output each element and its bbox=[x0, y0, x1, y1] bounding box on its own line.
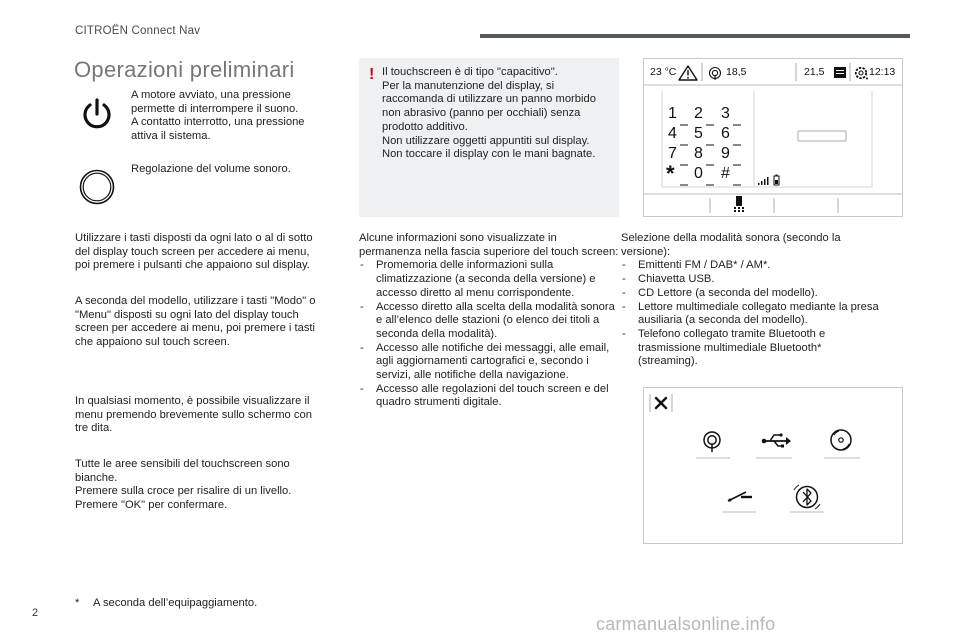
list-item: - Accesso alle regolazioni del touch screen e del quadro strumenti digitale. bbox=[359, 383, 621, 410]
warning-text: Il touchscreen è di tipo "capacitivo". Per la manutenzione del display, si raccomanda di utilizzare un panno morbido non abrasivo (panno per occhiali) senza prodotto additivo. Non utilizzare oggetti appuntiti sul display. Non toccare il display con le mani bagnate. bbox=[382, 66, 596, 161]
header-rule bbox=[480, 34, 910, 38]
list-item: - Accesso diretto alla scelta della modalità sonora e all’elenco delle stazioni (o elenco dei titoli a seconda della modalità). bbox=[359, 301, 621, 342]
power-icon bbox=[80, 97, 114, 131]
right-value-readout: 21,5 bbox=[804, 66, 825, 78]
keypad-key-3[interactable]: 3 bbox=[721, 105, 730, 122]
warning-triangle-icon[interactable] bbox=[679, 66, 697, 80]
number-entry-field[interactable] bbox=[798, 131, 846, 141]
sound-source-screen bbox=[643, 387, 903, 544]
sound-mode-info bbox=[621, 232, 883, 369]
list-item: - Chiavetta USB. bbox=[621, 273, 883, 287]
close-icon[interactable] bbox=[656, 398, 666, 408]
power-description: A motore avviato, una pressione permette di interrompere il suono. A contatto interrotto, una pressione attiva il sistema. bbox=[131, 89, 305, 143]
footnote-marker: * bbox=[75, 597, 80, 609]
col2-list bbox=[359, 259, 621, 410]
footnote bbox=[75, 597, 257, 611]
warning-icon: ! bbox=[369, 66, 375, 83]
clock: 12:13 bbox=[869, 66, 896, 78]
keypad-key-hash[interactable]: # bbox=[721, 165, 730, 182]
keypad-key-2[interactable]: 2 bbox=[694, 105, 703, 122]
keypad-key-4[interactable]: 4 bbox=[668, 125, 677, 142]
message-icon[interactable] bbox=[834, 67, 846, 78]
radio-frequency[interactable]: 18,5 bbox=[726, 66, 747, 78]
list-item: - Promemoria delle informazioni sulla climatizzazione (a seconda della versione) e accesso diretto al menu corrispondente. bbox=[359, 259, 621, 300]
keypad-key-7[interactable]: 7 bbox=[668, 145, 677, 162]
volume-knob-icon bbox=[79, 169, 115, 205]
paragraph: In qualsiasi momento, è possibile visualizzare il menu premendo brevemente sullo schermo con tre dita. bbox=[75, 395, 312, 435]
col3-intro: Selezione della modalità sonora (secondo la versione): bbox=[621, 232, 841, 258]
keypad-key-5[interactable]: 5 bbox=[694, 125, 703, 142]
watermark: carmanualsonline.info bbox=[596, 614, 776, 634]
keypad-key-9[interactable]: 9 bbox=[721, 145, 730, 162]
list-item: - Accesso alle notifiche dei messaggi, alle email, agli aggiornamenti cartografici e, secondo i servizi, alle notifiche della navigazione. bbox=[359, 342, 621, 383]
top-bar-info bbox=[359, 232, 621, 410]
touchscreen-illustration bbox=[643, 58, 903, 217]
phone-icon[interactable] bbox=[734, 196, 744, 212]
list-item: - Telefono collegato tramite Bluetooth e trasmissione multimediale Bluetooth* (streaming). bbox=[621, 328, 883, 369]
header-title: CITROËN Connect Nav bbox=[75, 25, 201, 37]
signal-strength-icon bbox=[758, 177, 769, 185]
page-number: 2 bbox=[32, 607, 39, 619]
keypad-key-0[interactable]: 0 bbox=[694, 165, 703, 182]
list-item: - Emittenti FM / DAB* / AM*. bbox=[621, 259, 883, 273]
settings-icon[interactable] bbox=[856, 68, 868, 80]
radio-icon[interactable] bbox=[710, 68, 721, 81]
keypad-key-1[interactable]: 1 bbox=[668, 105, 677, 122]
list-item: - Lettore multimediale collegato mediante la presa ausiliaria (a seconda del modello). bbox=[621, 301, 883, 328]
keypad-key-8[interactable]: 8 bbox=[694, 145, 703, 162]
list-item: - CD Lettore (a seconda del modello). bbox=[621, 287, 883, 301]
temperature-readout[interactable]: 23 °C bbox=[650, 66, 677, 78]
keypad-key-6[interactable]: 6 bbox=[721, 125, 730, 142]
footnote-text: A seconda dell’equipaggiamento. bbox=[93, 597, 258, 609]
volume-description: Regolazione del volume sonoro. bbox=[131, 163, 291, 175]
battery-icon bbox=[774, 175, 779, 186]
cd-source-icon[interactable] bbox=[831, 430, 851, 450]
usb-source-icon[interactable] bbox=[762, 433, 791, 447]
paragraph: Utilizzare i tasti disposti da ogni lato o al di sotto del display touch screen per accedere ai menu, poi premere i pulsanti che appaiono sul display. bbox=[75, 232, 313, 272]
aux-source-icon[interactable] bbox=[728, 492, 752, 502]
paragraph: Tutte le aree sensibili del touchscreen sono bianche. Premere sulla croce per risalire di un livello. Premere "OK" per confermare. bbox=[75, 458, 292, 512]
col2-intro: Alcune informazioni sono visualizzate in permanenza nella fascia superiore del touch screen: bbox=[359, 232, 619, 258]
col3-list bbox=[621, 259, 883, 369]
keypad-key-star[interactable]: * bbox=[666, 161, 675, 186]
radio-source-icon[interactable] bbox=[704, 432, 720, 452]
paragraph: A seconda del modello, utilizzare i tasti "Modo" o "Menu" disposti su ogni lato del display touch screen per accedere ai menu, poi premere i tasti che appaiono sul touch screen. bbox=[75, 295, 316, 349]
section-title: Operazioni preliminari bbox=[74, 57, 295, 82]
bluetooth-source-icon[interactable] bbox=[794, 485, 820, 509]
